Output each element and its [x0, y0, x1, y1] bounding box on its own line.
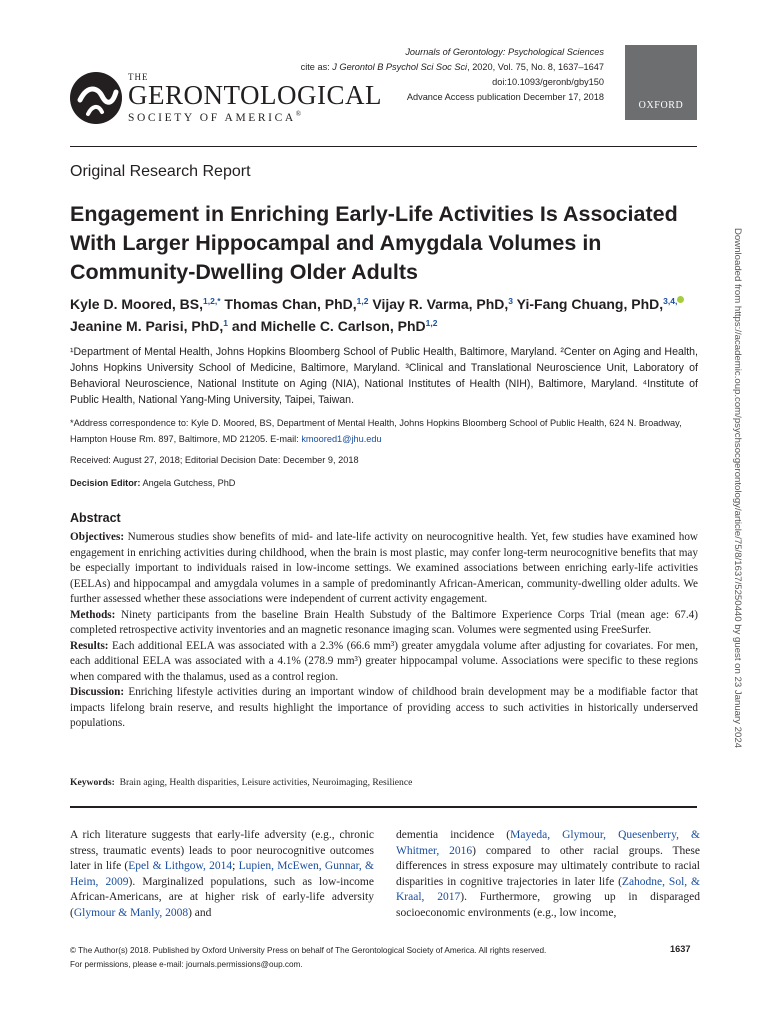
- results-text: Each additional EELA was associated with a 2.3% (66.6 mm³) greater amygdala volume after adjusting for covariates. For men, each additional EELA was associated with a 4.1% (278.9 mm³) greater hippocampal volume. Associations were specific to these regions when compared with the thalamus, used as a control region.: [70, 639, 698, 683]
- body-text: dementia incidence (: [396, 829, 511, 841]
- author-affil: 3: [508, 296, 514, 306]
- citation-link[interactable]: Lupien, McEwen, Gunnar, & Heim, 2009: [70, 860, 374, 888]
- author-affil: 1: [223, 318, 229, 328]
- oxford-logo: [625, 45, 697, 120]
- abstract-heading: Abstract: [70, 511, 121, 525]
- author-affil: 1,2,*: [203, 296, 221, 306]
- abstract-divider: [70, 806, 697, 808]
- decision-editor: [70, 478, 235, 488]
- keywords: [70, 777, 412, 788]
- body-text: ) and: [188, 906, 212, 919]
- author-name: Kyle D. Moored, BS,: [70, 296, 204, 312]
- author: [228, 318, 437, 334]
- abstract-results: [70, 639, 698, 686]
- author: [70, 296, 221, 312]
- citation-link[interactable]: Mayeda, Glymour, Quesenberry, & Whitmer, 2016: [396, 829, 700, 857]
- citation-link[interactable]: Epel & Lithgow, 2014: [128, 860, 233, 873]
- author-name: Vijay R. Varma, PhD,: [368, 296, 509, 312]
- page-number: 1637: [670, 944, 691, 954]
- article-title: Engagement in Enriching Early-Life Activities Is Associated With Larger Hippocampal and Amygdala Volumes in Community-Dwelling Older Adults: [70, 202, 678, 284]
- discussion-text: Enriching lifestyle activities during an important window of childhood brain development may be a modifiable factor that impacts lifelong brain reserve, and results highlight the importance of providing access to such activities in historically underserved populations.: [70, 686, 698, 729]
- author: [70, 318, 228, 334]
- citation-block: [301, 45, 604, 105]
- body-text: ;: [232, 860, 239, 873]
- footer: [70, 944, 546, 972]
- correspondence: [70, 415, 698, 447]
- editor-label: Decision Editor:: [70, 478, 141, 488]
- author-name: Thomas Chan, PhD,: [220, 296, 357, 312]
- abstract-objectives: [70, 530, 698, 608]
- logo-reg: ®: [295, 110, 304, 118]
- abstract-methods: [70, 608, 698, 639]
- author-list: [70, 293, 698, 337]
- body-text: ). Furthermore, growing up in disparaged socioeconomic environments (e.g., low income,: [396, 891, 700, 919]
- logo-sub-text: SOCIETY OF AMERICA: [128, 111, 296, 124]
- author: [513, 296, 684, 312]
- body-text: ). Marginalized populations, such as low-income African-Americans, are at higher risk of early-life adversity (: [70, 875, 374, 919]
- journal-name: Journals of Gerontology: Psychological Sciences: [405, 47, 604, 57]
- citation-link[interactable]: Zahodne, Sol, & Kraal, 2017: [396, 875, 700, 904]
- gsa-logo-mark-icon: [68, 70, 124, 126]
- affiliations: ¹Department of Mental Health, Johns Hopkins Bloomberg School of Public Health, Baltimore, Maryland. ²Center on Aging and Health, Johns Hopkins University School of Medicine, Baltimore, Maryland. ³Clinical and Translational Neuroscience Unit, Laboratory of Behavioral Neuroscience, National Institute on Aging (NIA), National Institutes of Health (NIH), Baltimore, Maryland. ⁴Institute of Public Health, National Yang-Ming University, Taipei, Taiwan.: [70, 346, 698, 406]
- logo-sub: [128, 110, 304, 124]
- body-column-right: [396, 828, 700, 922]
- download-sidebar: [732, 228, 746, 798]
- author-affil: 3,4,: [663, 296, 678, 306]
- methods-label: Methods:: [70, 608, 116, 621]
- methods-text: Ninety participants from the baseline Brain Health Substudy of the Baltimore Experience Corps Trial (mean age: 67.4) completed retrospective activity inventories and an magnetic resonance imaging scan. Volumes were segmented using FreeSurfer.: [70, 608, 698, 636]
- keywords-label: Keywords:: [70, 777, 115, 788]
- correspondence-text: *Address correspondence to: Kyle D. Moored, BS, Department of Mental Health, Johns Hopkins Bloomberg School of Public Health, 624 N. Broadway, Hampton House Rm. 897, Baltimore, MD 21205. E-mail:: [70, 418, 682, 444]
- body-text: A rich literature suggests that early-life adversity (e.g., chronic stress, traumatic events) leads to poor neurocognitive outcomes later in life (: [70, 829, 374, 873]
- citation-link[interactable]: Glymour & Manly, 2008: [73, 906, 189, 919]
- copyright: © The Author(s) 2018. Published by Oxford University Press on behalf of The Gerontological Society of America. All rights reserved.: [70, 946, 547, 955]
- header-divider: [70, 146, 697, 147]
- logo-main: GERONTOLOGICAL: [128, 80, 382, 110]
- body-text: ) compared to other racial groups. These differences in stress exposure may ultimately contribute to racial disparities in cognitive trajectories in later life (: [396, 844, 700, 888]
- author-name: Yi-Fang Chuang, PhD,: [513, 296, 664, 312]
- doi: doi:10.1093/geronb/gby150: [492, 77, 604, 87]
- download-note: Downloaded from https://academic.oup.com/psychsocgerontology/article/75/8/1637/5250440 by guest on 23 January 2024: [732, 228, 743, 748]
- objectives-text: Numerous studies show benefits of mid- and late-life activity on neurocognitive health. Yet, few studies have examined how engagement in enriching activities during childhood, when the brain is most plastic, may confer long-term neurocognitive benefits that may be especially important to individuals raised in low-income settings. We examined associations between enriching early-life activities (EELAs) and hippocampal and amygdala volumes in a sample of predominantly African-American, community-dwelling older adults. We further assessed whether these associations were independent of current activity engagement.: [70, 531, 698, 605]
- author: [221, 296, 369, 312]
- objectives-label: Objectives:: [70, 531, 125, 543]
- orcid-icon[interactable]: [677, 296, 684, 303]
- logo-the: THE: [128, 72, 149, 82]
- received-dates: Received: August 27, 2018; Editorial Decision Date: December 9, 2018: [70, 455, 359, 465]
- author-affil: 1,2: [356, 296, 369, 306]
- cite-journal: J Gerontol B Psychol Sci Soc Sci: [332, 62, 468, 72]
- author: [368, 296, 513, 312]
- cite-rest: , 2020, Vol. 75, No. 8, 1637–1647: [467, 62, 604, 72]
- email-link[interactable]: kmoored1@jhu.edu: [301, 434, 382, 444]
- keywords-text: Brain aging, Health disparities, Leisure activities, Neuroimaging, Resilience: [119, 777, 413, 788]
- permissions: For permissions, please e-mail: journals.permissions@oup.com.: [70, 960, 303, 969]
- abstract-discussion: [70, 685, 698, 732]
- discussion-label: Discussion:: [70, 686, 125, 698]
- abstract-body: [70, 530, 698, 732]
- oxford-logo-text: OXFORD: [638, 100, 684, 111]
- author-name: Jeanine M. Parisi, PhD,: [70, 318, 224, 334]
- results-label: Results:: [70, 639, 109, 652]
- body-column-left: [70, 828, 374, 922]
- author-affil: 1,2: [425, 318, 438, 328]
- advance-access: Advance Access publication December 17, 2018: [406, 92, 604, 102]
- cite-line: [301, 60, 604, 75]
- report-type: Original Research Report: [70, 163, 251, 180]
- author-name: and Michelle C. Carlson, PhD: [228, 318, 426, 334]
- editor-name: Angela Gutchess, PhD: [140, 478, 236, 488]
- cite-prefix: cite as:: [300, 62, 333, 72]
